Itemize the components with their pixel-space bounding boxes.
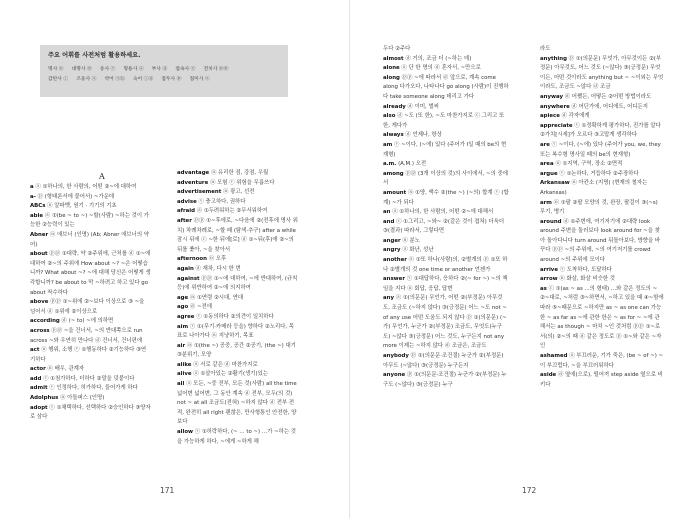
entry-headword: am [383,141,393,148]
dictionary-entry [383,103,509,113]
dictionary-entry [540,141,664,160]
entry-definition: ⓥ ①동의하다 ②의견이 일치하다 [196,313,274,320]
entry-definition: ⓐ 단 한 명의 ⓓ 혼자서, ~만으로 [401,65,481,72]
entry-headword: across [30,327,50,334]
entry-headword: arrow [540,276,558,283]
entry-definition: ⓐ ①하나의, 한 사람의, 어떤 ②~에 대해서 [392,209,494,216]
dictionary-entry [30,317,151,327]
dictionary-entry [383,237,509,247]
usage-guide-box [40,45,288,97]
entry-definition: ⓓ ①주변에, 여기저기에 ②대략 look around 주변을 둘러보다 look around for ~을 찾아 돌아다니다 turn around 뒤돌아보다, 방향을 바꾸다 ⓟⓟ ~의 주위에, ~의 여기저기를 crowd around ~의 주위에 모이다 [540,218,661,264]
dictionary-entry [30,298,151,317]
entry-definition: ⓥ ①(무기·카메라 등을) 향하다 ②노리다, 목표로 나아가다 ⓝ 지냥하기, 목표 [177,323,294,340]
entry-definition: ⓟ ①(의문문·조건절) 누군가 ②(부정문) 아무도 (~않다) ③(긍정문) 누구든지 [383,353,504,369]
guide-title: 주요 어휘를 사전처럼 활용하세요. [48,52,141,59]
entry-definition: ⓟⓟ ①~에 대하여, ~에 반대하여, (규칙 등)에 위반하여 ②~에 의지하여 [177,275,298,292]
entry-definition: ⓟ ①(의문문) 무엇가, 아무것이든 ②(부정문) 아무것도, 어느 것도 (~않다) ③(긍정문) 무엇이든, 어떤 것이라도 anything but ~ ~이외는 무엇이라도, 조금도 ~않다 ⓓ 조금 [540,55,664,91]
guide-legend-item: 접두사 ⓟ [161,77,182,82]
entry-definition: ⓝ ①양, 액수 ②(the ~) (~의) 합계 ⓥ (합계) ~가 되다 [383,189,509,206]
entry-definition: ⓥ ①허락하다, (~ … to ~) …가 ~하는 것을 가능하게 하다, ~에게 ~하게 해 [177,429,297,445]
dictionary-entry [30,202,151,212]
entry-headword: alike [177,361,192,368]
dictionary-entry [540,55,664,93]
guide-legend-item: 조동사 ⓐ [76,77,97,82]
right-page-column-1 [383,45,509,390]
entry-headword: ABCs [30,203,46,210]
dictionary-entry [177,198,299,208]
dictionary-entry [30,365,151,375]
entry-definition: ⓐ 부끄러운, 기가 죽은, (be ~ of ~) ~이 부끄럽다, ~을 부끄러워하다 [540,353,664,369]
dictionary-entry [540,352,664,371]
entry-headword: around [540,218,562,225]
entry-definition: ⓓ 옆에(으로), 떨어져 step aside 옆으로 비키다 [540,372,663,388]
entry-headword: almost [383,55,404,62]
dictionary-entry [383,112,509,131]
dictionary-entry [177,323,299,342]
entry-headword: apiece [540,113,560,120]
dictionary-entry [540,112,664,122]
entry-definition: ⓐ ①살아있는 ②활기(생기)있는 [193,371,268,378]
entry-headword: anger [383,237,401,244]
dictionary-entry [177,342,299,361]
guide-legend-item: 동사 ⓥ [99,67,116,72]
entry-headword: already [383,103,406,110]
entry-headword: aside [540,372,557,379]
entry-headword: appreciate [540,122,573,129]
entry-headword: again [177,265,194,272]
entry-definition: ⓝ 분노 [402,237,420,244]
dictionary-entry [177,275,299,294]
entry-definition: (A.M.) 오전 [398,161,427,168]
dictionary-entry [30,375,151,385]
entry-headword: advise [177,198,197,205]
guide-legend-row-1 [48,65,280,72]
entry-definition: ⓟ (형태론서에 붙어서) ~가운데 [37,193,115,200]
dictionary-entry [383,141,509,160]
guide-legend-item: 명사 ⓝ [48,67,64,72]
dictionary-entry [177,294,299,304]
entry-definition: ⓓ ~도 (또 한), ~도 마찬가지로 ⓒ 그리고 또한, 게다가 [383,113,505,129]
entry-headword: a.m. [383,161,397,168]
entry-definition: ⓟ ①(의문문·조건절) 누군가 ②(부정문) 누구도 (~않다) ③(긍정문) 누구 [383,372,507,388]
entry-headword: afternoon [177,256,207,263]
entry-headword: allow [177,429,194,436]
guide-legend-item: 형용사 ⓐ [123,67,144,72]
entry-headword: answer [383,276,405,283]
left-page-number: 171 [160,486,175,495]
entry-headword: aim [177,323,189,330]
guide-legend-item: 접미사 ⓢ [189,77,210,82]
dictionary-entry [540,93,664,103]
section-letter: A [99,172,105,181]
entry-headword: an [383,209,391,216]
entry-definition: ⓥ 충고하다, 권하다 [198,198,246,205]
entry-definition: ⓓ 어쨌든, 어떻든 ②어떤 방법이라도 [564,93,652,100]
entry-headword: argue [540,170,558,177]
entry-headword: above [30,299,49,306]
dictionary-entry [383,246,509,256]
dictionary-entry [540,275,664,285]
dictionary-entry [540,103,664,113]
entry-definition: ⓐ 모든, ~중 전부, 모든 것(사람) all the time 넓어변 넓어변, 그 동안 계속 ⓓ 전부, 모두(의 것) not ~ at all 조금도(전혀) ~하지 않다 ⓓ 전부 전적, 완전히 all right 괜찮은, 만사형통인 안전한, 양보다 [177,381,297,426]
dictionary-entry [177,361,299,371]
entry-definition: ⓝ 유리한 점, 강점, 우월 [210,170,269,176]
entry-headword: age [177,294,189,301]
guide-legend-item: 부사 ⓓ [151,67,168,72]
entry-definition: ⓟⓟ ~을 건너서, ~의 반대쪽으로 run across ~와 우연히 만나다 ⓓ 건너서, 건너편에 [30,327,143,344]
entry-definition: ⓟⓟ ~에 따라서 ⓓ 앞으로, 계속 come along 다가오다, 나타나다 go along (사람)이 진행하다 take someone along 데리고 가다 [383,74,509,100]
entry-headword: amount [383,189,407,196]
entry-headword: able [30,212,44,219]
dictionary-entry [540,160,664,170]
dictionary-entry [383,371,509,390]
entry-headword: anything [540,55,567,62]
entry-headword: about [30,251,48,258]
dictionary-entry [30,394,151,404]
entry-headword: any [383,295,394,302]
entry-definition: ⓐ ①(be ~ to ~) ~할(사람) ~하는 것이 가능한 ②능력이 있는 [30,212,149,229]
dictionary-entry [383,160,509,170]
entry-definition: ⓝ 아돌퍼스 (인명) [60,395,105,402]
entry-definition: ⓝ 배우, 관계자 [47,366,85,373]
entry-headword: adopt [30,404,48,411]
entry-headword: anyone [383,372,406,379]
entry-headword: a- [30,193,36,200]
entry-headword: anywhere [540,103,570,110]
dictionary-entry [540,170,664,180]
right-page-column-2 [540,45,664,390]
entry-headword: according [30,318,60,325]
entry-definition: ⓝ 애브너 (인명) (Ab; Abner 애브너의 약어) [30,231,149,248]
entry-headword: add [30,375,42,382]
dictionary-entry [383,189,509,208]
entry-headword: Arkansaw [540,180,570,187]
dictionary-entry [30,346,151,365]
entry-headword: actor [30,366,46,373]
dictionary-entry [383,45,509,55]
entry-definition: ⓓ ~전에 [189,304,212,311]
entry-definition: ⓥ ①정확하게 평가하다, 진가를 알다 ②가치[시세]가 오르다 ③고맙게 생각하다 [540,122,661,139]
dictionary-entry [383,275,509,294]
dictionary-entry [383,208,509,218]
guide-legend-item: 접속사 ⓒ [175,67,196,72]
entry-headword: also [383,113,396,120]
entry-headword: alone [383,65,400,72]
entry-definition: ⓐ 화난, 성난 [402,247,434,254]
entry-definition: ⓝ ①연령 ②시대, 연대 [189,294,244,301]
dictionary-entry [383,218,509,237]
entry-definition: 두다 ②주다 [383,46,411,52]
entry-headword: area [540,161,554,168]
entry-definition: ⓝ 광고, 선전 [223,189,255,196]
entry-headword: act [30,347,40,354]
dictionary-entry [177,428,299,447]
dictionary-entry [383,64,509,74]
dictionary-entry [177,207,299,217]
entry-headword: ashamed [540,353,568,359]
dictionary-entry [540,266,664,276]
dictionary-entry [177,179,299,189]
dictionary-entry [177,217,299,255]
entry-headword: arm [540,199,552,206]
dictionary-entry [540,218,664,266]
dictionary-entry [30,327,151,346]
entry-headword: anyway [540,93,563,100]
guide-legend-item: 숙어 ⓘⓓ [132,77,154,82]
entry-headword: admit [30,385,48,392]
entry-definition: ⓥ ~이다, (~에) 있다 (주어가 you, we, they 또는 복수형 명사일 때의 be의 현재형) [540,141,661,158]
entry-definition: ⓥ ~이다, (~에) 있다 (주어가 I일 때의 be의 현재형) [383,141,507,158]
entry-definition: ⓝ 아칸소 (지명) (현재의 철자는 Arkansas) [540,180,648,196]
entry-definition: ⓟⓟ ①~후에로, ~다음에 ②(전후에 명사 위치) 차례차례로, ~할 때 (탐색·추구) after a while 잠시 뒤에 ⓒ ~한 뒤에[로] ⓓ ①~뒤(후)에 ②~의 뒤를 좇아, ~을 찾아서 [177,217,298,253]
entry-definition: ⓝ ①지역, 구역, 장소 ②면적 [555,161,623,168]
dictionary-entry [30,231,151,250]
entry-definition: ⓓ 언제나, 항상 [405,132,442,139]
dictionary-entry [30,212,151,231]
entry-definition: ⓝ ①(the ~) 공중, 공간 ②공기, (the ~) 대기 ③분위기, 모양 [177,342,296,359]
dictionary-entry [540,285,664,352]
dictionary-entry [30,183,151,193]
entry-definition: ⓓ 각자에게 [561,113,590,120]
entry-headword: after [177,217,192,224]
entry-definition: ⓟⓟ (3개 이상의 것)의 사이에서, ~의 중에서 [383,170,508,187]
entry-definition: ⓓ (~ to) ~에 의하면 [61,318,114,325]
entry-definition: ⓥ 도착하다, 도달하다 [559,266,612,273]
entry-headword: anybody [383,353,409,359]
dictionary-entry [30,404,151,423]
dictionary-entry [30,193,151,203]
entry-definition: ⓐ ①하나의, 한 사람의, 어떤 ②~에 대하여 [35,184,137,190]
entry-headword: a [30,184,34,190]
guide-legend-row-2 [48,75,280,82]
entry-definition: ⓥ ①논하다, 거듭하다 ②주장하다 [559,170,639,177]
dictionary-entry [177,370,299,380]
guide-legend-item: 감탄사 ⓘ [48,77,69,82]
left-page-column-2 [177,169,299,447]
entry-definition: ⓟⓟ ①대략, 약 ②주위에, 근처를 ⓓ ①~에 대하여 ②~의 주위에 How about ~? ~은 어떻습니까? What about ~? ~에 대해 당신은 어떻게 생각합니까? be about to 막 ~하려고 하고 있다 go about 착수하다 [30,251,151,296]
dictionary-entry [177,265,299,275]
entry-headword: Abner [30,231,49,238]
entry-headword: angry [383,247,401,254]
entry-headword: against [177,275,200,282]
dictionary-entry [540,179,664,198]
entry-headword: and [383,218,395,225]
dictionary-entry [540,122,664,141]
dictionary-entry [383,294,509,352]
entry-definition: ⓓ 거의, 조금 더 (~하는 데) [405,55,472,62]
entry-definition: ⓝ 알파벳, 원기 · 기기의 기초 [47,203,117,210]
entry-headword: afraid [177,208,195,215]
dictionary-entry [540,199,664,218]
entry-headword: as [540,285,547,292]
dictionary-entry [177,188,299,198]
entry-headword: are [540,141,550,148]
guide-legend-item: 약어 ⓐⓑ [104,77,125,82]
entry-headword: alive [177,371,192,378]
entry-headword: ago [177,304,189,311]
entry-definition: ⓒ ①그리고, ~와~ ②(같은 것이 겹쳐) 더욱더 ③(결과) 따라서, 그렇다면 [383,218,505,235]
entry-definition: ⓟⓟ ①~위에 ②~보다 이상으로 ③ ~을 넘어서 ⓓ ①위에 ②이상으로 [30,299,145,315]
entry-headword: arrive [540,266,558,273]
entry-definition: ⓐ ①또 하나(사람)의, ②별개의 ⓟ ①또 하나 ②별개의 것 one time or another 언젠가 [383,257,508,273]
dictionary-entry [177,313,299,323]
dictionary-entry [177,303,299,313]
entry-definition: ⓝ 모험 ⓥ 위험을 무릅쓰다 [209,179,275,186]
entry-definition: ⓝ 화살, 화살 비슷한 것 [559,276,615,283]
dictionary-entry [383,55,509,65]
entry-definition: ⓓ 어딘가에, 어디에도, 어디든지 [571,103,648,110]
entry-definition: ⓥ ①채택하다, 선택하다 ②승인하다 ③양자로 삼다 [30,404,151,421]
entry-definition: ⓥ ①대답하다, 응하다 ②(~ for ~) ~의 책임을 지다 ⓝ 회답, 응답, 답변 [383,276,508,292]
entry-definition: ⓓ 재차, 다시 한 번 [195,265,241,272]
entry-definition: ⓒ ①(as ~ as ...의 형태) …와 같은 정도의 ~ ②~대로, ~처럼 ③~하면서, ~하고 있을 때 ④~함에 따라 ⑤~때문으로 ~하지만 as ~ as one can 가능한 ~ as far as ~에 관한 한은 ~ as for ~ ~에 관해서는 as though ~ 마치 ~인 것처럼 ⓟⓟ ①~로서(의) ②~의 때 ⓓ 같은 정도로 ⓟ ①~와 같은 ~자인 [540,285,664,350]
entry-definition: ⓝ ①팔 ②팔 모양의 것, 완장, 팔걸이 ③(~s) 무기, 병기 [540,199,658,216]
entry-definition: ⓐ 서로 같은 ⓓ 마찬가지로 [193,361,258,368]
entry-definition: ⓐ ①두려워하는 ②무서워하여 [196,208,268,215]
dictionary-entry [30,250,151,298]
dictionary-entry [383,170,509,189]
dictionary-entry [540,371,664,390]
entry-definition: ⓥ ①첨가하다, 더하다 ②말을 덧붙이다 [43,375,135,382]
entry-definition: ⓝ 오후 [208,256,227,263]
dictionary-entry [383,352,509,371]
entry-headword: another [383,257,407,264]
dictionary-entry [177,255,299,265]
dictionary-entry [383,74,509,103]
left-page-column-1 [30,183,151,423]
entry-headword: agree [177,313,195,320]
entry-definition: ⓥ 인정하다, 허가하다, 들어가게 하다 [49,385,138,392]
entry-definition: 라도 [540,46,551,52]
entry-headword: adventure [177,179,209,186]
right-page [350,0,700,518]
dictionary-entry [177,169,299,179]
entry-headword: air [177,342,186,349]
guide-legend-item: 대명사 ⓟ [71,67,92,72]
dictionary-entry [540,45,664,55]
dictionary-entry [177,380,299,428]
dictionary-entry [30,384,151,394]
entry-headword: advantage [177,170,210,176]
dictionary-entry [383,256,509,275]
entry-definition: ⓐ ①(의문문) 무언가, 어떤 ②(부정문) 아무것도, 조금도 (~하지 않다) ③(긍정문) 어느 ~도 not ~ of any use 어떤 도움도 되지 않다 ⓟ ①(의문문) (~가) 무언가, 누군가 ②(부정문) 조금도, 무엇도(누구도) ~않다 ③(긍정문) 어느 것도, 누구든지 not any more 이제는 ~하지 않다 ⓓ 조금은, 조금도 [383,295,507,350]
dictionary-entry [383,131,509,141]
entry-headword: along [383,74,400,81]
entry-headword: advertisement [177,189,222,196]
entry-definition: ⓝ 행위, 소행 ⓥ ①행동하다 ②기능하다 ③연기하다 [30,347,147,363]
entry-headword: always [383,132,404,139]
entry-headword: Adolphus [30,395,59,402]
entry-definition: ⓓ 이미, 벌써 [407,103,439,110]
entry-headword: among [383,170,404,177]
entry-headword: all [177,381,185,388]
right-page-number: 172 [522,486,537,495]
guide-legend-item: 전치사 ⓟⓟ [203,67,229,72]
